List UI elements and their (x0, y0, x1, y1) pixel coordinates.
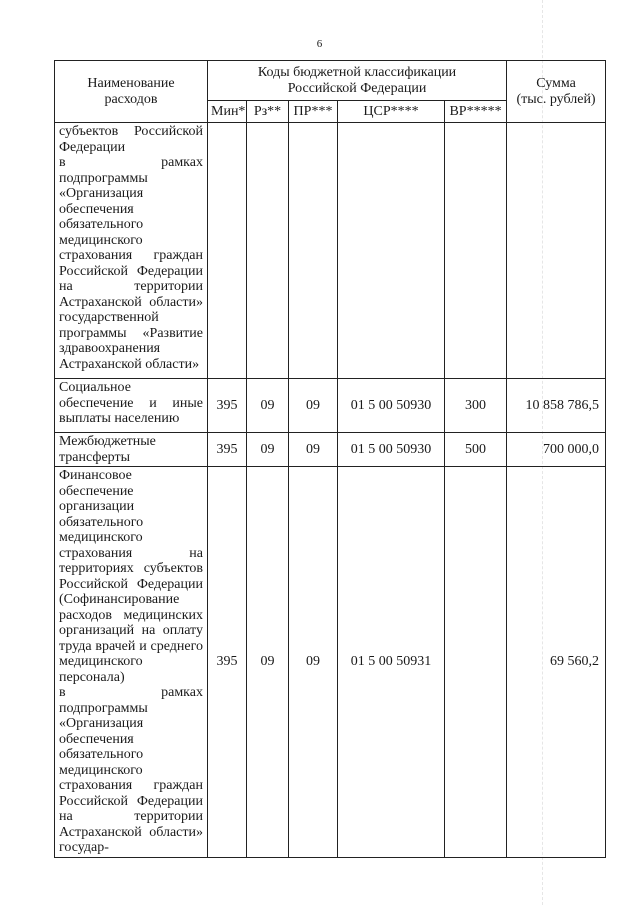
row-amount: 69 560,2 (507, 467, 606, 858)
row-name: Социальное обеспечение и иные выплаты населению (55, 379, 208, 433)
row-min (208, 123, 247, 379)
header-name: Наименование расходов (55, 61, 208, 123)
row-csr: 01 5 00 50931 (338, 467, 445, 858)
row-amount (507, 123, 606, 379)
row-pr (289, 123, 338, 379)
row-rz (247, 123, 289, 379)
row-min: 395 (208, 433, 247, 467)
row-amount: 700 000,0 (507, 433, 606, 467)
header-pr: ПР*** (289, 101, 338, 123)
header-row-top (55, 61, 606, 101)
row-vr: 300 (445, 379, 507, 433)
row-amount: 10 858 786,5 (507, 379, 606, 433)
table-row (55, 433, 606, 467)
row-name: Финансовое обеспечение организации обязательного медицинского страхования на территориях субъектов Российской Федерации (Софинансирование расходов медицинских организаций на оплату труда врачей и среднего медицинского персонала) в рамках подпрограммы «Организация обеспечения обязательного медицинского страхования граждан Российской Федерации на территории Астраханской области» государ- (55, 467, 208, 858)
table-row (55, 467, 606, 858)
row-vr: 500 (445, 433, 507, 467)
row-csr: 01 5 00 50930 (338, 379, 445, 433)
table-row (55, 379, 606, 433)
row-pr: 09 (289, 467, 338, 858)
header-min: Мин* (208, 101, 247, 123)
header-codes-group: Коды бюджетной классификации Российской Федерации (208, 61, 507, 101)
row-name: субъектов Российской Федерации в рамках подпрограммы «Организация обеспечения обязательного медицинского страхования граждан Российской Федерации на территории Астраханской области» государственной программы «Развитие здравоохранения Астраханской области» (55, 123, 208, 379)
row-name: Межбюджетные трансферты (55, 433, 208, 467)
header-rz: Рз** (247, 101, 289, 123)
page-number: 6 (316, 38, 323, 50)
row-csr (338, 123, 445, 379)
row-pr: 09 (289, 433, 338, 467)
row-rz: 09 (247, 433, 289, 467)
row-min: 395 (208, 379, 247, 433)
row-pr: 09 (289, 379, 338, 433)
header-vr: ВР***** (445, 101, 507, 123)
table-row (55, 123, 606, 379)
row-rz: 09 (247, 379, 289, 433)
row-rz: 09 (247, 467, 289, 858)
header-amount: Сумма (тыс. рублей) (507, 61, 606, 123)
row-csr: 01 5 00 50930 (338, 433, 445, 467)
row-vr (445, 123, 507, 379)
row-vr (445, 467, 507, 858)
header-csr: ЦСР**** (338, 101, 445, 123)
row-min: 395 (208, 467, 247, 858)
budget-table (54, 60, 606, 858)
